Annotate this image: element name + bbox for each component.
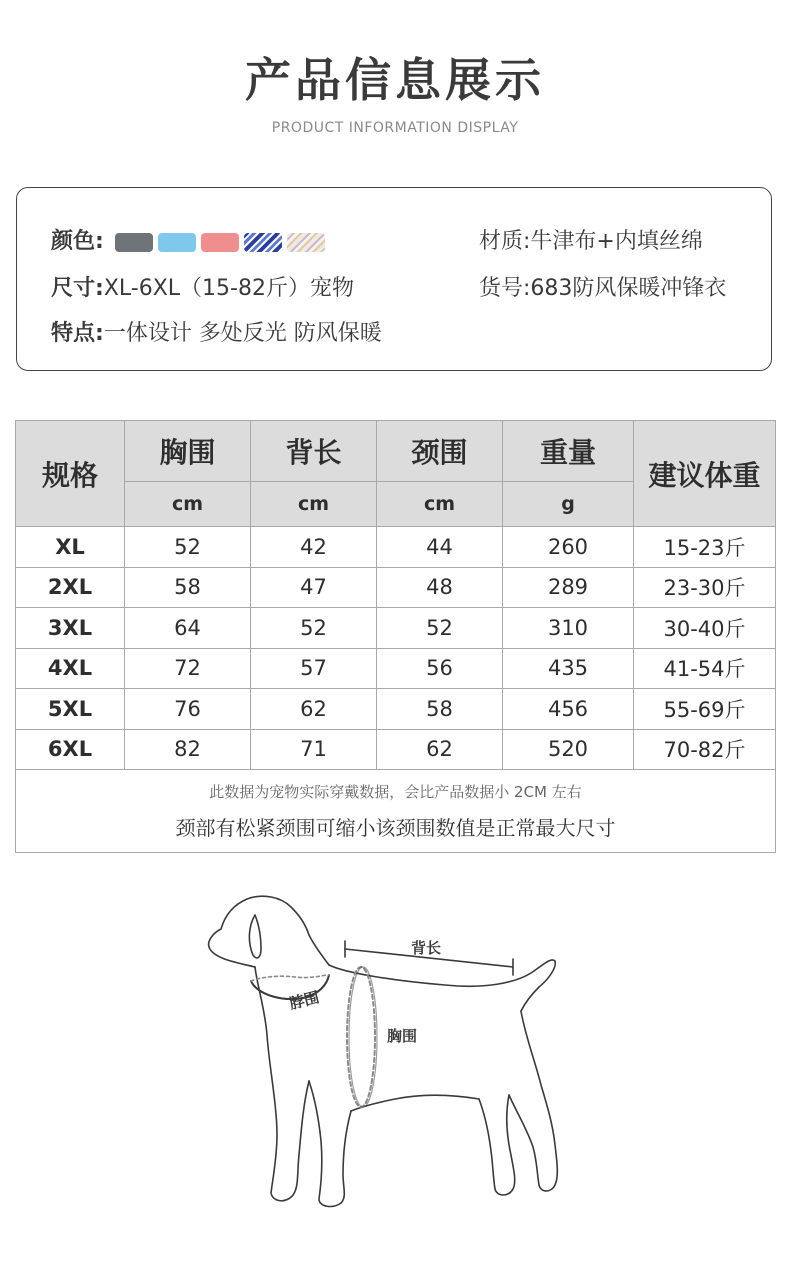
chest-label: 胸围 xyxy=(387,1027,418,1045)
table-row xyxy=(16,648,776,689)
cell-chest: 82 xyxy=(125,729,251,770)
item-number-text xyxy=(479,271,726,302)
cell-weight: 310 xyxy=(503,608,634,649)
neck-label: 脖围 xyxy=(287,988,322,1013)
cell-back: 71 xyxy=(251,729,377,770)
size-value: XL-6XL（15-82斤）宠物 xyxy=(103,276,354,301)
unit-neck: cm xyxy=(377,482,503,527)
swatch-pink[interactable] xyxy=(201,233,239,252)
unit-weight: g xyxy=(503,482,634,527)
header-pet-weight: 建议体重 xyxy=(634,421,776,527)
color-row xyxy=(51,224,325,255)
size-row xyxy=(51,271,354,302)
back-length-label: 背长 xyxy=(411,939,442,957)
cell-chest: 64 xyxy=(125,608,251,649)
cell-pet-weight: 15-23斤 xyxy=(634,527,776,568)
page-subtitle: PRODUCT INFORMATION DISPLAY xyxy=(271,120,519,136)
cell-neck: 56 xyxy=(377,648,503,689)
material-value: 材质:牛津布+内填丝绵 xyxy=(479,229,703,254)
color-label: 颜色: xyxy=(51,229,104,254)
cell-neck: 62 xyxy=(377,729,503,770)
cell-chest: 72 xyxy=(125,648,251,689)
cell-weight: 260 xyxy=(503,527,634,568)
cell-size: XL xyxy=(16,527,125,568)
cell-weight: 520 xyxy=(503,729,634,770)
cell-back: 42 xyxy=(251,527,377,568)
header-chest: 胸围 xyxy=(125,421,251,482)
cell-chest: 58 xyxy=(125,567,251,608)
header-neck: 颈围 xyxy=(377,421,503,482)
cell-back: 52 xyxy=(251,608,377,649)
unit-chest: cm xyxy=(125,482,251,527)
note-measurement: 此数据为宠物实际穿戴数据，会比产品数据小 2CM 左右 xyxy=(209,783,582,801)
size-label: 尺寸: xyxy=(51,276,104,301)
cell-pet-weight: 55-69斤 xyxy=(634,689,776,730)
swatch-grey[interactable] xyxy=(115,233,153,252)
color-swatches xyxy=(115,233,325,252)
table-note-row xyxy=(16,770,776,853)
size-table xyxy=(15,420,776,853)
header-weight: 重量 xyxy=(503,421,634,482)
cell-pet-weight: 41-54斤 xyxy=(634,648,776,689)
dog-outline-icon xyxy=(209,896,329,967)
material-text xyxy=(479,224,703,255)
table-row xyxy=(16,567,776,608)
cell-chest: 76 xyxy=(125,689,251,730)
cell-neck: 58 xyxy=(377,689,503,730)
page-title: 产品信息展示 xyxy=(245,53,545,107)
cell-size: 6XL xyxy=(16,729,125,770)
note-neck: 颈部有松紧颈围可缩小该颈围数值是正常最大尺寸 xyxy=(175,816,616,840)
cell-chest: 52 xyxy=(125,527,251,568)
cell-back: 57 xyxy=(251,648,377,689)
table-row xyxy=(16,689,776,730)
cell-pet-weight: 70-82斤 xyxy=(634,729,776,770)
cell-neck: 48 xyxy=(377,567,503,608)
table-note xyxy=(16,770,776,853)
cell-size: 5XL xyxy=(16,689,125,730)
cell-back: 62 xyxy=(251,689,377,730)
header-back: 背长 xyxy=(251,421,377,482)
cell-weight: 289 xyxy=(503,567,634,608)
swatch-pattern-blue[interactable] xyxy=(244,233,282,252)
table-row xyxy=(16,527,776,568)
info-box xyxy=(16,187,772,371)
feature-row xyxy=(51,316,382,347)
swatch-pattern-white[interactable] xyxy=(287,233,325,252)
cell-size: 2XL xyxy=(16,567,125,608)
cell-neck: 44 xyxy=(377,527,503,568)
dog-measurement-diagram xyxy=(195,885,575,1215)
feature-label: 特点: xyxy=(51,321,104,346)
unit-back: cm xyxy=(251,482,377,527)
cell-size: 4XL xyxy=(16,648,125,689)
table-row xyxy=(16,729,776,770)
item-number-value: 货号:683防风保暖冲锋衣 xyxy=(479,276,727,301)
cell-size: 3XL xyxy=(16,608,125,649)
swatch-blue[interactable] xyxy=(158,233,196,252)
feature-value: 一体设计 多处反光 防风保暖 xyxy=(103,321,382,346)
cell-back: 47 xyxy=(251,567,377,608)
cell-pet-weight: 23-30斤 xyxy=(634,567,776,608)
cell-neck: 52 xyxy=(377,608,503,649)
cell-pet-weight: 30-40斤 xyxy=(634,608,776,649)
header-spec: 规格 xyxy=(16,421,125,527)
cell-weight: 435 xyxy=(503,648,634,689)
cell-weight: 456 xyxy=(503,689,634,730)
table-row xyxy=(16,608,776,649)
